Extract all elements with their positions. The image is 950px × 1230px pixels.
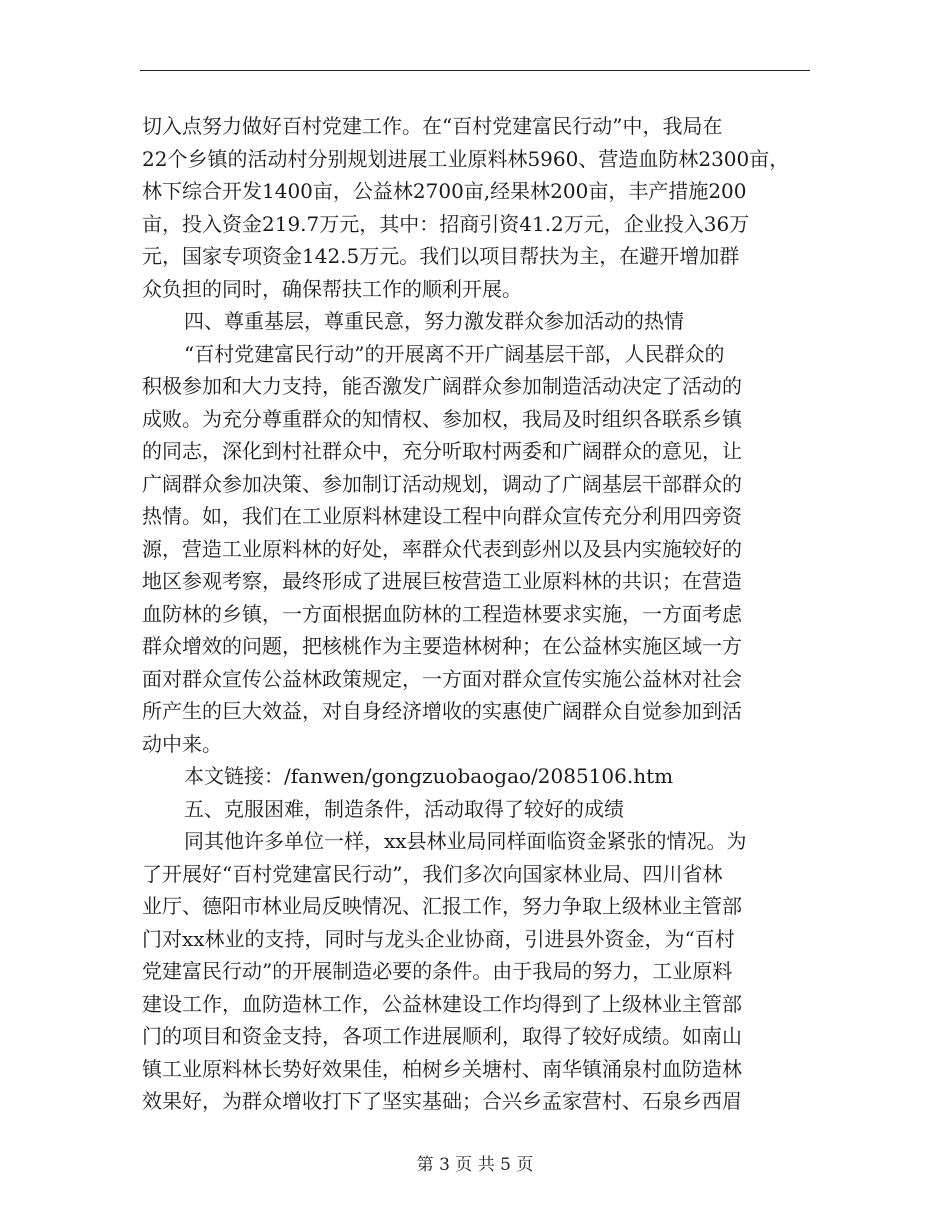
text-line: 的同志，深化到村社群众中，充分听取村两委和广阔群众的意见，让	[142, 439, 742, 463]
document-body	[142, 110, 812, 1118]
text-line: 群众增效的问题，把核桃作为主要造林树种；在公益林实施区域一方	[142, 634, 742, 658]
text-line: 建设工作，血防造林工作，公益林建设工作均得到了上级林业主管部	[142, 991, 742, 1016]
text-line: 源，营造工业原料林的好处，率群众代表到彭州以及县内实施较好的	[142, 536, 742, 561]
text-line: 积极参加和大力支持，能否激发广阔群众参加制造活动决定了活动的	[142, 374, 742, 398]
text-line: 门对xx林业的支持，同时与龙头企业协商，引进县外资金，为“百村	[142, 926, 735, 951]
text-line: 林下综合开发1400亩，公益林2700亩,经果林200亩，丰产措施200	[142, 179, 747, 203]
text-line: 广阔群众参加决策、参加制订活动规划，调动了广阔基层干部群众的	[142, 471, 742, 496]
text-line: 切入点努力做好百村党建工作。在“百村党建富民行动”中，我局在	[142, 114, 723, 138]
text-line: 成败。为充分尊重群众的知情权、参加权，我局及时组织各联系乡镇	[142, 406, 742, 431]
text-line: 五、克服困难，制造条件，活动取得了较好的成绩	[184, 796, 624, 821]
text-line: 所产生的巨大效益，对自身经济增收的实惠使广阔群众自觉参加到活	[142, 699, 742, 723]
text-line: 众负担的同时，确保帮扶工作的顺利开展。	[142, 276, 522, 301]
text-line: 本文链接：/fanwen/gongzuobaogao/2085106.htm	[184, 764, 674, 788]
text-line: 地区参观考察，最终形成了进展巨桉营造工业原料林的共识；在营造	[142, 569, 742, 593]
text-line: 效果好，为群众增收打下了坚实基础；合兴乡孟家营村、石泉乡西眉	[142, 1089, 742, 1113]
text-line: 党建富民行动”的开展制造必要的条件。由于我局的努力，工业原料	[142, 959, 733, 983]
text-line: 动中来。	[142, 731, 222, 756]
text-line: 血防林的乡镇，一方面根据血防林的工程造林要求实施，一方面考虑	[142, 601, 742, 626]
text-line: 元，国家专项资金142.5万元。我们以项目帮扶为主，在避开增加群	[142, 244, 740, 268]
text-line: 亩，投入资金219.7万元，其中：招商引资41.2万元，企业投入36万	[142, 211, 750, 236]
text-line: 镇工业原料林长势好效果佳，柏树乡关塘村、南华镇涌泉村血防造林	[142, 1056, 742, 1081]
text-line: 面对群众宣传公益林政策规定，一方面对群众宣传实施公益林对社会	[142, 666, 742, 691]
header-rule	[140, 70, 810, 71]
text-line: 四、尊重基层，尊重民意，努力激发群众参加活动的热情	[184, 309, 684, 333]
page-footer: 第 3 页 共 5 页	[416, 1155, 534, 1175]
text-line: 业厅、德阳市林业局反映情况、汇报工作，努力争取上级林业主管部	[142, 894, 742, 918]
text-line: “百村党建富民行动”的开展离不开广阔基层干部，人民群众的	[184, 341, 725, 366]
text-line: 了开展好“百村党建富民行动”，我们多次向国家林业局、四川省林	[142, 861, 723, 886]
text-line: 门的项目和资金支持，各项工作进展顺利，取得了较好成绩。如南山	[142, 1024, 742, 1048]
text-line: 22个乡镇的活动村分别规划进展工业原料林5960、营造血防林2300亩，	[142, 146, 790, 171]
text-line: 热情。如，我们在工业原料林建设工程中向群众宣传充分利用四旁资	[142, 504, 742, 528]
text-line: 同其他许多单位一样，xx县林业局同样面临资金紧张的情况。为	[184, 829, 747, 853]
